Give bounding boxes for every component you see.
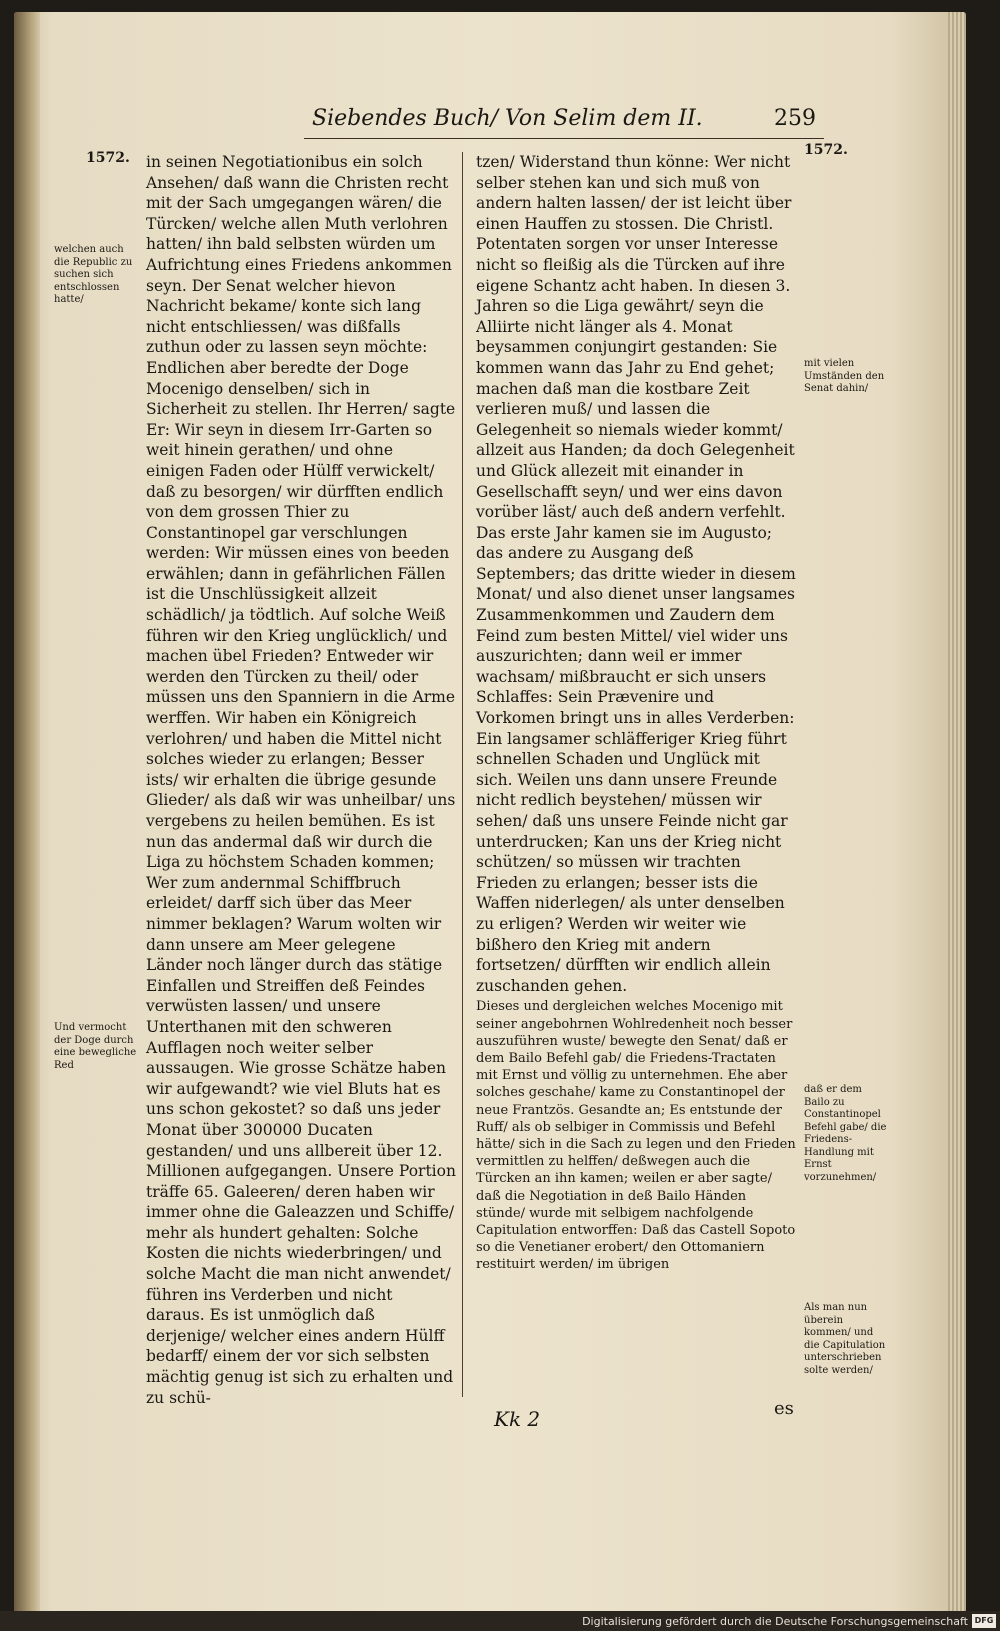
margin-note: welchen auch die Republic zu suchen sich entschlossen hatte/ — [54, 244, 133, 305]
left-column — [146, 152, 456, 1408]
right-column-small-text: Dieses und dergleichen welches Mocenigo mit seiner angebohrnen Wohlredenheit noch besser auszuführen wuste/ bewegte den Senat/ daß er dem Bailo Befehl gab/ die Friedens-Tractaten mit Ernst und völlig zu unternehmen. Ehe aber solches geschahe/ kame zu Constantinopel der neue Frantzös. Gesandte an; Es entstunde der Ruff/ als ob selbiger in Commissis und Befehl hätte/ sich in die Sach zu legen und den Frieden vermittlen zu helffen/ deßwegen auch die Türcken an ihn kamen; weilen er aber sagte/ daß die Negotiation in deß Bailo Händen stünde/ wurde mit selbigem nachfolgende Capitulation entworffen: Daß das Castell Sopoto so die Venetianer erobert/ den Ottomaniern restituirt werden/ im übrigen — [476, 999, 796, 1273]
margin-note: mit vielen Umständen den Senat dahin/ — [804, 358, 885, 394]
margin-note: Und vermocht der Doge durch eine bewegliche Red — [54, 1022, 137, 1071]
margin-note: daß er dem Bailo zu Constantinopel Befehl gabe/ die Friedens-Handlung mit Ernst vorzunehmen/ — [804, 1084, 887, 1183]
right-column-text: tzen/ Widerstand thun könne: Wer nicht selber stehen kan und sich muß von andern halten lassen/ der ist leicht über einen Hauffen zu stossen. Die Christl. Potentaten sorgen vor unser Interesse nicht so fleißig als die Türcken auf ihre eigene Schantz acht haben. In diesen 3. Jahren so die Liga gewährt/ seyn die Alliirte nicht länger als 4. Monat beysammen conjungirt gestanden: Sie kommen wann das Jahr zu End gehet; machen daß man die kostbare Zeit verlieren muß/ und lassen die Gelegenheit so niemals wieder kommt/ allzeit aus Handen; da doch Gelegenheit und Glück allezeit mit einander in Gesellschafft seyn/ und wer eins davon vorüber läst/ auch deß andern verfehlt. Das erste Jahr kamen sie im Augusto; das andere zu Ausgang deß Septembers; das dritte wieder in diesem Monat/ und also dienet unser langsames Zusammenkommen und Zaudern dem Feind zum besten Mittel/ viel wider uns auszurichten; dann weil er immer wachsam/ mißbraucht er sich unsers Schlaffes: Sein Prævenire und Vorkomen bringt uns in alles Verderben: Ein langsamer schläfferiger Krieg führt schnellen Schaden und Unglück mit sich. Weilen uns dann unsere Freunde nicht redlich beystehen/ müssen wir sehen/ daß uns unsere Feinde nicht gar unterdrucken; Kan uns der Krieg nicht schützen/ so müssen wir trachten Frieden zu erlangen; besser ists die Waffen niderlegen/ als unter denselben zu erligen? Werden wir weiter wie bißhero den Krieg mit andern fortsetzen/ dürfften wir endlich allein zuschanden gehen. — [476, 153, 796, 995]
page-header — [304, 104, 824, 139]
page-edges — [948, 12, 966, 1614]
footer-credit: Digitalisierung gefördert durch die Deutsche Forschungsgemeinschaft — [582, 1615, 968, 1628]
column-rule — [462, 152, 463, 1397]
book-gutter — [14, 12, 40, 1614]
running-title: Siebendes Buch/ Von Selim dem II. — [312, 106, 703, 131]
year-right: 1572. — [804, 142, 848, 158]
year-left: 1572. — [86, 150, 130, 166]
signature-mark: Kk 2 — [494, 1407, 541, 1431]
digitization-footer — [0, 1611, 1000, 1631]
margin-note: Als man nun überein kommen/ und die Capitulation unterschrieben solte werden/ — [804, 1302, 886, 1376]
left-column-text: in seinen Negotiationibus ein solch Ansehen/ daß wann die Christen recht mit der Sach umgegangen wären/ die Türcken/ welche allen Muth verlohren hatten/ ihn bald selbsten würden um Aufrichtung eines Friedens ankommen seyn. Der Senat welcher hievon Nachricht bekame/ konte sich lang nicht entschliessen/ was dißfalls zuthun oder zu lassen seyn möchte: Endlichen aber beredte der Doge Mocenigo denselben/ sich in Sicherheit zu stellen. Ihr Herren/ sagte Er: Wir seyn in diesem Irr-Garten so weit hinein gerathen/ und ohne einigen Faden oder Hülff verwickelt/ daß zu besorgen/ wir dürfften endlich von dem grossen Thier zu Constantinopel gar verschlungen werden: Wir müssen eines von beeden erwählen; dann in gefährlichen Fällen ist die Unschlüssigkeit allzeit schädlich/ ja tödtlich. Auf solche Weiß führen wir den Krieg unglücklich/ und machen übel Frieden? Entweder wir werden den Türcken zu theil/ oder müssen uns den Spanniern in die Arme werffen. Wir haben ein Königreich verlohren/ und haben die Mittel nicht solches wieder zu erlangen; Besser ists/ wir erhalten die übrige gesunde Glieder/ als daß wir was unheilbar/ uns vergebens zu heilen bemühen. Es ist nun das andermal daß wir durch die Liga zu höchstem Schaden kommen; Wer zum andernmal Schiffbruch erleidet/ darff sich über das Meer nimmer beklagen? Warum wolten wir dann unsere am Meer gelegene Länder noch länger durch das stätige Einfallen und Streiffen deß Feindes verwüsten lassen/ und unsere Unterthanen mit den schweren Aufflagen noch weiter selber aussaugen. Wie grosse Schätze haben wir aufgewandt? wie viel Bluts hat es uns schon gekostet? so daß uns jeder Monat über 300000 Ducaten gestanden/ und uns allbereit über 12. Millionen aufgegangen. Unsere Portion träffe 65. Galeeren/ deren haben wir immer ohne die Galeazzen und Schiffe/ mehr als hundert gehalten: Solche Kosten die nichts wiederbringen/ und solche Macht die man nicht anwendet/ führen ins Verderben und nicht daraus. Es ist unmöglich daß derjenige/ welcher eines andern Hülff bedarff/ einem der vor sich selbsten mächtig genug ist sich zu erhalten und zu schü- — [146, 153, 456, 1407]
page-number: 259 — [774, 106, 816, 131]
book-page — [14, 12, 966, 1614]
catchword: es — [774, 1398, 794, 1419]
right-column — [476, 152, 796, 1274]
dfg-logo: DFG — [972, 1614, 996, 1628]
